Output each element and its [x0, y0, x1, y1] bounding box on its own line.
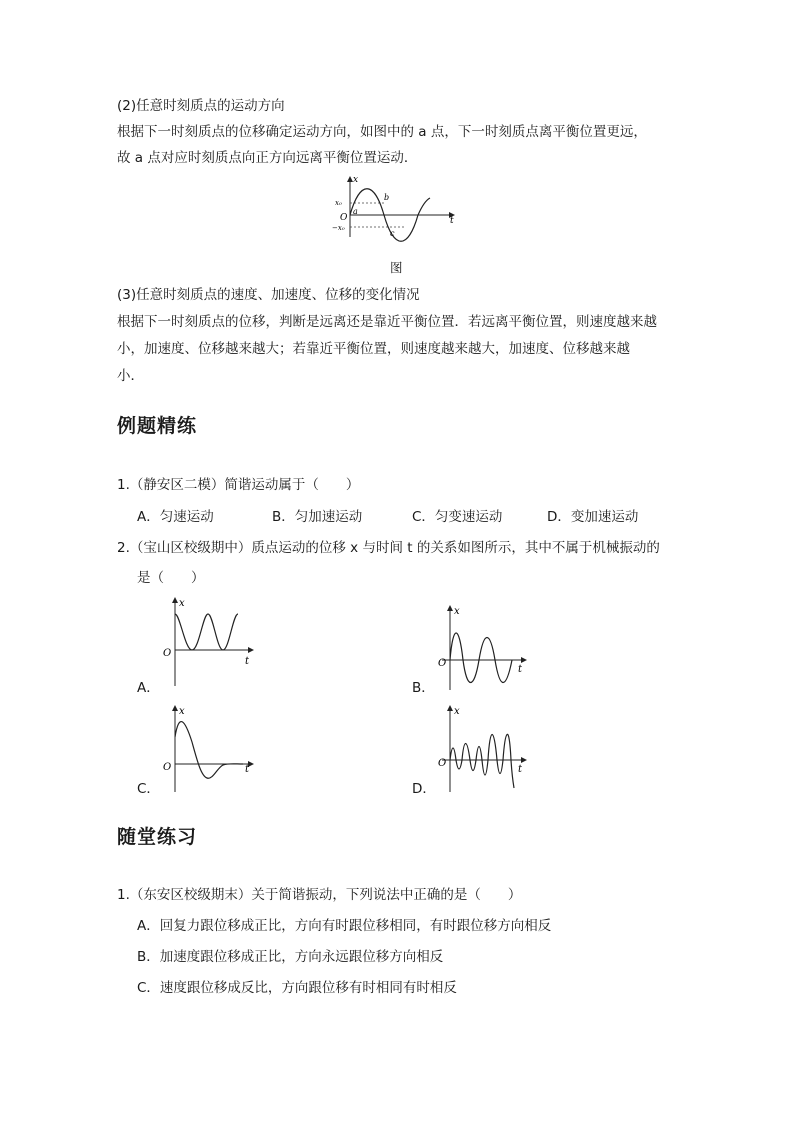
fig-b-label: b: [384, 193, 390, 202]
q2-stem-line2: 是（ ）: [137, 570, 205, 586]
q2-stem-line1: 2.（宝山区校级期中）质点运动的位移 x 与时间 t 的关系如图所示，其中不属于机械振动的: [117, 540, 660, 556]
svg-text:O: O: [163, 648, 172, 659]
svg-text:x: x: [454, 606, 460, 617]
heading-practice: 随堂练习: [117, 826, 198, 848]
svg-text:x: x: [179, 598, 185, 609]
q2-option-d-label: D．: [412, 781, 436, 797]
section3-line2: 小，加速度、位移越来越大；若靠近平衡位置，则速度越来越大，加速度、位移越来越: [117, 341, 630, 357]
graph-a: [155, 594, 260, 689]
svg-text:x: x: [454, 706, 460, 717]
svg-text:t: t: [245, 764, 250, 775]
oscillation-figure: [330, 172, 460, 242]
p1-option-b: B．加速度跟位移成正比，方向永远跟位移方向相反: [137, 949, 444, 965]
section2-title: (2)任意时刻质点的运动方向: [117, 98, 285, 114]
section3-line1: 根据下一时刻质点的位移，判断是远离还是靠近平衡位置．若远离平衡位置，则速度越来越: [117, 314, 657, 330]
q1-option-c: C．匀变速运动: [412, 509, 503, 525]
fig-x0-label: x₀: [335, 199, 342, 207]
fig-x-label: x: [353, 175, 359, 185]
p1-stem: 1.（东安区校级期末）关于简谐振动，下列说法中正确的是（ ）: [117, 887, 522, 903]
figure-caption: 图: [390, 260, 403, 275]
graph-b-curve: [450, 633, 512, 683]
q1-stem: 1.（静安区二模）简谐运动属于（ ）: [117, 477, 360, 493]
fig-a-label: a: [353, 207, 358, 216]
q1-option-a: A．匀速运动: [137, 509, 214, 525]
svg-text:x: x: [179, 706, 185, 717]
svg-text:t: t: [245, 656, 250, 667]
fig-neg-x0-label: −x₀: [332, 224, 345, 232]
q2-option-a-label: A．: [137, 680, 160, 696]
q2-option-c-label: C．: [137, 781, 160, 797]
q1-option-b: B．匀加速运动: [272, 509, 363, 525]
graph-d: [430, 702, 530, 794]
q2-option-b-label: B．: [412, 680, 435, 696]
svg-text:t: t: [518, 764, 523, 775]
graph-c-curve: [175, 722, 243, 779]
svg-text:t: t: [518, 664, 523, 675]
section2-line1: 根据下一时刻质点的位移确定运动方向，如图中的 a 点，下一时刻质点离平衡位置更远，: [117, 124, 647, 140]
section2-line2: 故 a 点对应时刻质点向正方向远离平衡位置运动．: [117, 150, 418, 166]
svg-text:O: O: [438, 658, 447, 669]
fig-origin-label: O: [340, 213, 348, 223]
graph-d-curve: [450, 734, 514, 788]
fig-c-label: c: [390, 229, 395, 238]
section3-line3: 小．: [117, 368, 144, 384]
fig-t-label: t: [450, 216, 454, 226]
graph-c: [155, 702, 260, 794]
graph-b: [430, 602, 530, 694]
p1-option-c: C．速度跟位移成反比，方向跟位移有时相同有时相反: [137, 980, 457, 996]
svg-text:O: O: [163, 762, 172, 773]
svg-text:O: O: [438, 758, 447, 769]
q1-option-d: D．变加速运动: [547, 509, 639, 525]
section3-title: (3)任意时刻质点的速度、加速度、位移的变化情况: [117, 287, 420, 303]
p1-option-a: A．回复力跟位移成正比，方向有时跟位移相同，有时跟位移方向相反: [137, 918, 552, 934]
heading-examples: 例题精练: [117, 415, 198, 437]
graph-a-curve: [175, 614, 238, 650]
